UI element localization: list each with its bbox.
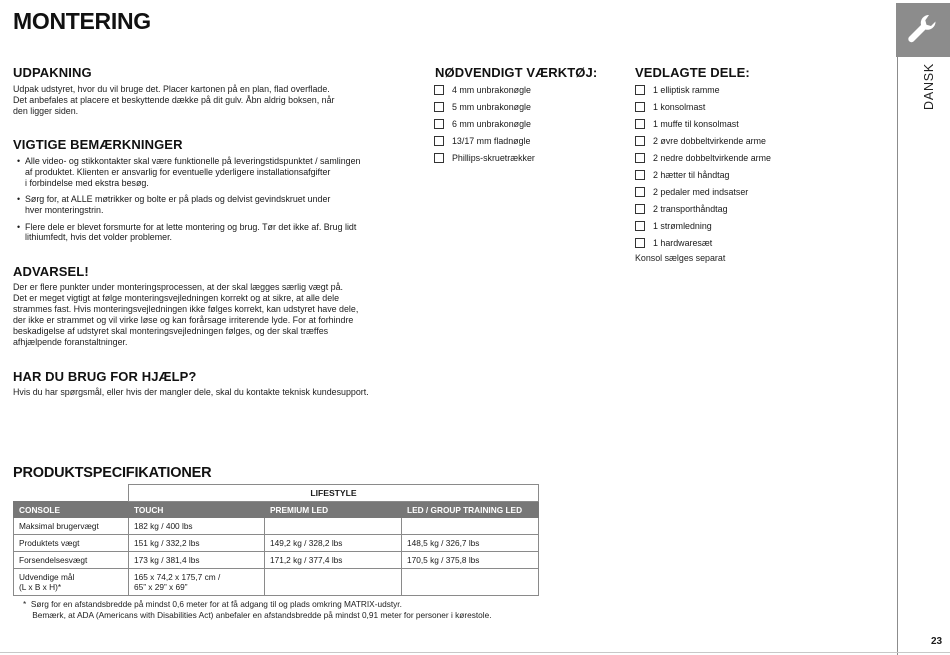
footer-rule — [0, 652, 950, 653]
checklist-item — [434, 149, 535, 166]
checkbox[interactable] — [635, 221, 645, 231]
text-line: 165 x 74,2 x 175,7 cm / — [134, 572, 221, 582]
list-item — [17, 156, 402, 189]
table-cell: 151 kg / 332,2 lbs — [129, 535, 265, 552]
checkbox[interactable] — [635, 187, 645, 197]
section-tab — [896, 3, 950, 57]
notes-list — [17, 156, 402, 249]
checkbox[interactable] — [635, 238, 645, 248]
item-label: 2 hætter til håndtag — [653, 169, 730, 180]
item-label: 6 mm unbrakonøgle — [452, 118, 531, 129]
table-cell — [265, 569, 402, 596]
warning-text — [13, 282, 358, 347]
row-label: Maksimal brugervægt — [14, 518, 129, 535]
text-line: hver monteringstrin. — [25, 205, 104, 216]
checklist-item — [635, 200, 771, 217]
text-line: Det anbefales at placere et beskyttende dække på dit gulv. Åbn aldrig boksen, når — [13, 94, 335, 105]
text-line: Bemærk, at ADA (Americans with Disabilities Act) anbefaler en afstandsbredde på mindst 0,91 meter for personer i kørestole. — [23, 609, 492, 620]
checklist-item — [434, 81, 535, 98]
table-cell — [402, 569, 539, 596]
checkbox[interactable] — [635, 85, 645, 95]
text-line: • Flere dele er blevet forsmurte for at lette montering og brug. Tør det ikke af. Brug lidt — [25, 221, 357, 232]
tools-heading: NØDVENDIGT VÆRKTØJ: — [435, 65, 598, 80]
text-line: (L x B x H)* — [19, 582, 62, 592]
item-label: 2 pedaler med indsatser — [653, 186, 749, 197]
parts-list — [635, 81, 771, 251]
item-label: 13/17 mm fladnøgle — [452, 135, 531, 146]
column-header: LED / GROUP TRAINING LED — [402, 502, 539, 518]
checkbox[interactable] — [635, 153, 645, 163]
text-line: • Alle video- og stikkontakter skal være funktionelle på leveringstidspunktet / samlingen — [25, 156, 361, 166]
group-header: LIFESTYLE — [129, 485, 539, 502]
table-header-row — [14, 502, 539, 518]
wrench-icon — [906, 13, 940, 47]
table-row — [14, 535, 539, 552]
text-line: der ikke er strammet og vil virke løse og kan forårsage irriterende lyde. For at forhindre — [13, 314, 354, 325]
spec-table — [13, 484, 539, 596]
checklist-item — [635, 183, 771, 200]
tools-list — [434, 81, 535, 166]
table-cell: 171,2 kg / 377,4 lbs — [265, 552, 402, 569]
text-line: Der er flere punkter under monteringsprocessen, at der skal lægges særlig vægt på. — [13, 282, 344, 292]
text-line: * Sørg for en afstandsbredde på mindst 0,6 meter for at få adgang til og plads omkring MATRIX-udstyr. — [23, 599, 402, 609]
checkbox[interactable] — [434, 102, 444, 112]
checklist-item — [635, 81, 771, 98]
checkbox[interactable] — [635, 119, 645, 129]
text-line: afhjælpende foranstaltninger. — [13, 336, 128, 347]
checklist-item — [434, 132, 535, 149]
warning-heading: ADVARSEL! — [13, 264, 89, 279]
table-row — [14, 518, 539, 535]
row-label: Produktets vægt — [14, 535, 129, 552]
column-header: PREMIUM LED — [265, 502, 402, 518]
row-label: Forsendelsesvægt — [14, 552, 129, 569]
item-label: 1 hardwaresæt — [653, 237, 713, 248]
spec-footnote — [23, 599, 492, 621]
item-label: Phillips-skruetrækker — [452, 152, 535, 163]
item-label: 4 mm unbrakonøgle — [452, 84, 531, 95]
side-rule — [897, 57, 898, 655]
table-cell: 148,5 kg / 326,7 lbs — [402, 535, 539, 552]
text-line: beskadigelse af udstyret skal monteringsvejledningen følges, og der skal træffes — [13, 325, 329, 336]
text-line: den ligger siden. — [13, 105, 79, 116]
page-title: MONTERING — [13, 8, 151, 34]
parts-note: Konsol sælges separat — [635, 253, 726, 263]
table-cell — [402, 518, 539, 535]
checklist-item — [635, 166, 771, 183]
checklist-item — [635, 217, 771, 234]
item-label: 1 muffe til konsolmast — [653, 118, 739, 129]
help-text: Hvis du har spørgsmål, eller hvis der mangler dele, skal du kontakte teknisk kundesupport. — [13, 387, 369, 397]
checkbox[interactable] — [434, 136, 444, 146]
list-item — [17, 194, 402, 216]
item-label: 2 transporthåndtag — [653, 203, 728, 214]
checklist-item — [434, 115, 535, 132]
item-label: 2 øvre dobbeltvirkende arme — [653, 135, 766, 146]
column-header: TOUCH — [129, 502, 265, 518]
text-line: Det er meget vigtigt at følge monteringsvejledningen korrekt og at sikre, at alle dele — [13, 292, 340, 303]
item-label: 1 elliptisk ramme — [653, 84, 720, 95]
checkbox[interactable] — [434, 85, 444, 95]
column-header: CONSOLE — [14, 502, 129, 518]
text-line: lithiumfedt, hvis det volder problemer. — [25, 232, 173, 243]
table-row — [14, 552, 539, 569]
checkbox[interactable] — [635, 136, 645, 146]
page-number: 23 — [931, 636, 943, 647]
unpacking-text — [13, 84, 335, 117]
table-cell — [14, 485, 129, 502]
checklist-item — [635, 132, 771, 149]
table-cell — [129, 569, 265, 596]
checklist-item — [635, 149, 771, 166]
checklist-item — [635, 98, 771, 115]
item-label: 1 strømledning — [653, 220, 712, 231]
item-label: 1 konsolmast — [653, 101, 706, 112]
text-line: strammes fast. Hvis monteringsvejledningen ikke følges korrekt, kan udstyret have dele, — [13, 303, 359, 314]
checkbox[interactable] — [635, 170, 645, 180]
checklist-item — [635, 234, 771, 251]
checklist-item — [434, 98, 535, 115]
text-line: i forbindelse med ekstra besøg. — [25, 177, 149, 188]
table-row — [14, 569, 539, 596]
text-line: 65” x 29” x 69” — [134, 582, 188, 592]
table-group-row — [14, 485, 539, 502]
checkbox[interactable] — [635, 204, 645, 214]
row-label — [14, 569, 129, 596]
language-label: DANSK — [922, 62, 936, 110]
parts-heading: VEDLAGTE DELE: — [635, 65, 750, 80]
text-line: Udpak udstyret, hvor du vil bruge det. Placer kartonen på en plan, flad overflade. — [13, 84, 330, 94]
help-heading: HAR DU BRUG FOR HJÆLP? — [13, 369, 197, 384]
table-cell: 173 kg / 381,4 lbs — [129, 552, 265, 569]
text-line: Udvendige mål — [19, 572, 75, 582]
unpacking-heading: UDPAKNING — [13, 65, 92, 80]
checkbox[interactable] — [434, 119, 444, 129]
text-line: • Sørg for, at ALLE møtrikker og bolte er på plads og delvist gevindskruet under — [25, 194, 331, 205]
item-label: 2 nedre dobbeltvirkende arme — [653, 152, 771, 163]
table-cell — [265, 518, 402, 535]
checklist-item — [635, 115, 771, 132]
checkbox[interactable] — [635, 102, 645, 112]
checkbox[interactable] — [434, 153, 444, 163]
table-cell: 182 kg / 400 lbs — [129, 518, 265, 535]
table-cell: 149,2 kg / 328,2 lbs — [265, 535, 402, 552]
text-line: af produktet. Klienten er ansvarlig for eventuelle yderligere installationsafgifter — [25, 166, 331, 177]
notes-heading: VIGTIGE BEMÆRKNINGER — [13, 137, 183, 152]
table-cell: 170,5 kg / 375,8 lbs — [402, 552, 539, 569]
list-item — [17, 222, 402, 244]
specs-heading: PRODUKTSPECIFIKATIONER — [13, 465, 212, 481]
item-label: 5 mm unbrakonøgle — [452, 101, 531, 112]
